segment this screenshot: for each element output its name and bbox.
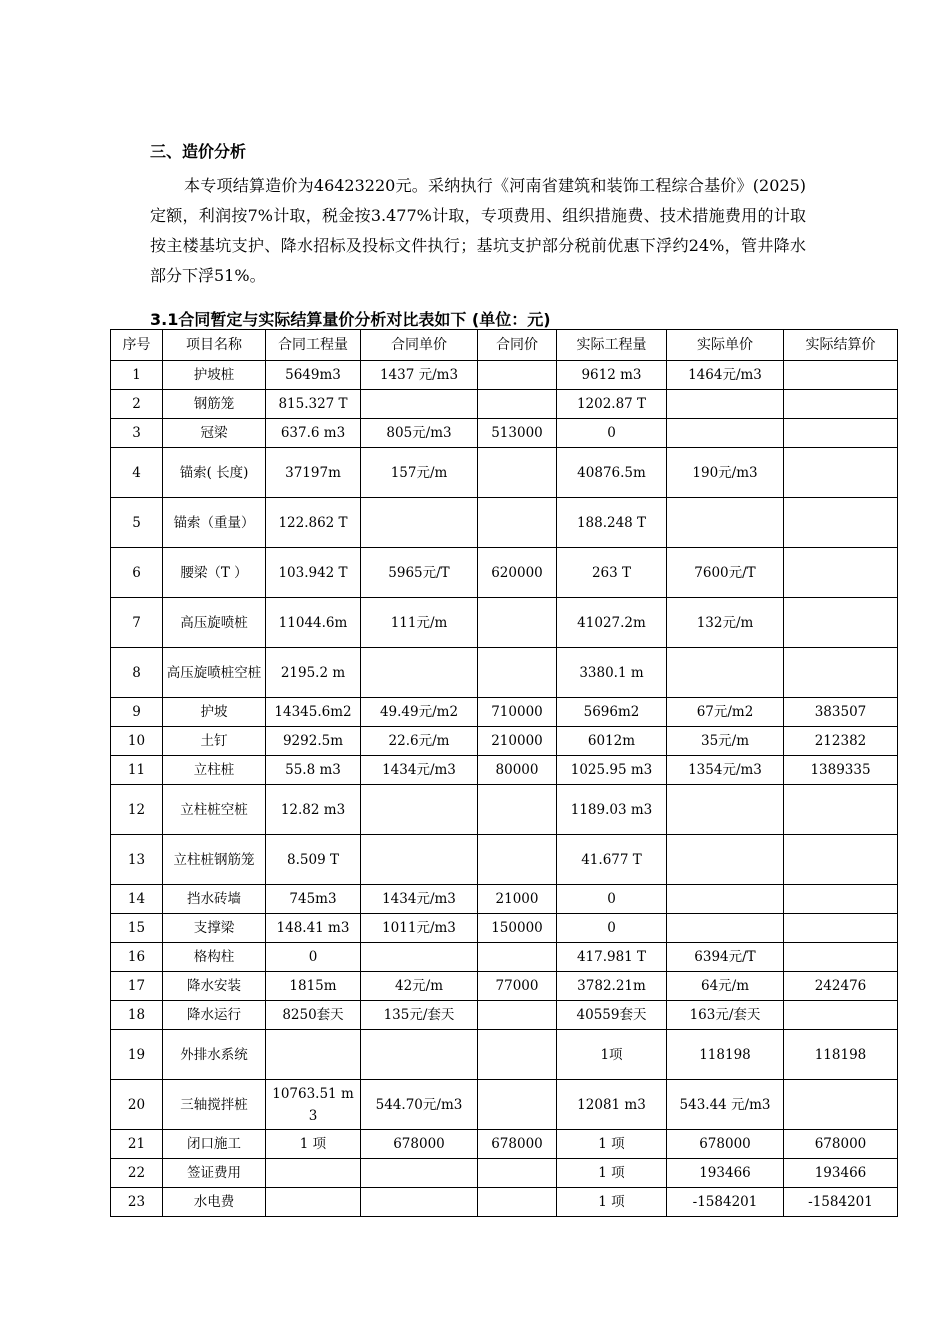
cell-actual-unit-price: 67元/m2 bbox=[667, 698, 784, 727]
cell-actual-unit-price bbox=[667, 419, 784, 448]
cell-actual-quantity: 0 bbox=[557, 914, 667, 943]
cell-item-name: 高压旋喷桩空桩 bbox=[163, 648, 266, 698]
cell-contract-price bbox=[478, 390, 557, 419]
cell-actual-settlement-price bbox=[784, 598, 898, 648]
cell-contract-quantity: 9292.5m bbox=[266, 727, 361, 756]
header-item-name: 项目名称 bbox=[163, 330, 266, 361]
cell-item-name: 三轴搅拌桩 bbox=[163, 1080, 266, 1130]
cell-actual-unit-price bbox=[667, 498, 784, 548]
cell-actual-settlement-price: 383507 bbox=[784, 698, 898, 727]
cell-contract-unit-price bbox=[361, 648, 478, 698]
cell-contract-price: 210000 bbox=[478, 727, 557, 756]
table-row bbox=[111, 1030, 898, 1080]
cell-item-name: 护坡桩 bbox=[163, 361, 266, 390]
cell-contract-unit-price bbox=[361, 1159, 478, 1188]
cell-contract-price: 678000 bbox=[478, 1130, 557, 1159]
cell-contract-price bbox=[478, 498, 557, 548]
cell-actual-quantity: 417.981 T bbox=[557, 943, 667, 972]
cell-actual-quantity: 263 T bbox=[557, 548, 667, 598]
cell-contract-quantity: 637.6 m3 bbox=[266, 419, 361, 448]
table-row bbox=[111, 448, 898, 498]
cell-actual-settlement-price bbox=[784, 548, 898, 598]
cell-index: 2 bbox=[111, 390, 163, 419]
cell-actual-unit-price bbox=[667, 648, 784, 698]
cell-actual-unit-price bbox=[667, 785, 784, 835]
cell-index: 8 bbox=[111, 648, 163, 698]
cell-contract-price bbox=[478, 1080, 557, 1130]
table-row bbox=[111, 361, 898, 390]
cell-contract-quantity: 12.82 m3 bbox=[266, 785, 361, 835]
cell-item-name: 立柱桩 bbox=[163, 756, 266, 785]
table-row bbox=[111, 698, 898, 727]
table-row bbox=[111, 785, 898, 835]
cell-index: 21 bbox=[111, 1130, 163, 1159]
cell-contract-quantity: 2195.2 m bbox=[266, 648, 361, 698]
cell-contract-price bbox=[478, 648, 557, 698]
cell-actual-unit-price bbox=[667, 390, 784, 419]
cell-index: 10 bbox=[111, 727, 163, 756]
cell-index: 20 bbox=[111, 1080, 163, 1130]
cell-actual-unit-price: 6394元/T bbox=[667, 943, 784, 972]
cell-contract-unit-price bbox=[361, 498, 478, 548]
cell-actual-unit-price: 1354元/m3 bbox=[667, 756, 784, 785]
section-title: 三、造价分析 bbox=[150, 142, 247, 161]
cell-index: 22 bbox=[111, 1159, 163, 1188]
cell-item-name: 签证费用 bbox=[163, 1159, 266, 1188]
cell-actual-unit-price bbox=[667, 835, 784, 885]
cell-contract-unit-price: 805元/m3 bbox=[361, 419, 478, 448]
cell-index: 6 bbox=[111, 548, 163, 598]
table-row bbox=[111, 498, 898, 548]
cell-actual-settlement-price: 212382 bbox=[784, 727, 898, 756]
cell-contract-unit-price: 5965元/T bbox=[361, 548, 478, 598]
table-row bbox=[111, 914, 898, 943]
cell-actual-unit-price: 678000 bbox=[667, 1130, 784, 1159]
cell-index: 5 bbox=[111, 498, 163, 548]
cell-contract-unit-price: 111元/m bbox=[361, 598, 478, 648]
cell-contract-quantity: 1815m bbox=[266, 972, 361, 1001]
cell-contract-unit-price: 1437 元/m3 bbox=[361, 361, 478, 390]
cell-index: 15 bbox=[111, 914, 163, 943]
table-row bbox=[111, 1159, 898, 1188]
header-actual-unit-price: 实际单价 bbox=[667, 330, 784, 361]
cell-contract-quantity: 815.327 T bbox=[266, 390, 361, 419]
cell-contract-quantity: 103.942 T bbox=[266, 548, 361, 598]
cell-actual-quantity: 1189.03 m3 bbox=[557, 785, 667, 835]
cell-contract-price: 80000 bbox=[478, 756, 557, 785]
cell-item-name: 水电费 bbox=[163, 1188, 266, 1217]
cell-actual-quantity: 41.677 T bbox=[557, 835, 667, 885]
cell-actual-unit-price bbox=[667, 885, 784, 914]
cell-actual-quantity: 1202.87 T bbox=[557, 390, 667, 419]
cell-item-name: 护坡 bbox=[163, 698, 266, 727]
cell-index: 7 bbox=[111, 598, 163, 648]
cell-contract-unit-price: 49.49元/m2 bbox=[361, 698, 478, 727]
cell-item-name: 支撑梁 bbox=[163, 914, 266, 943]
cell-item-name: 冠梁 bbox=[163, 419, 266, 448]
cell-index: 4 bbox=[111, 448, 163, 498]
header-actual-quantity: 实际工程量 bbox=[557, 330, 667, 361]
cell-contract-quantity: 8.509 T bbox=[266, 835, 361, 885]
cell-actual-quantity: 0 bbox=[557, 419, 667, 448]
cell-item-name: 锚索（重量） bbox=[163, 498, 266, 548]
cell-actual-quantity: 12081 m3 bbox=[557, 1080, 667, 1130]
cell-actual-settlement-price bbox=[784, 498, 898, 548]
cell-actual-quantity: 40559套天 bbox=[557, 1001, 667, 1030]
table-row bbox=[111, 1001, 898, 1030]
cell-actual-unit-price: 7600元/T bbox=[667, 548, 784, 598]
cell-actual-unit-price: 35元/m bbox=[667, 727, 784, 756]
cell-index: 23 bbox=[111, 1188, 163, 1217]
cell-actual-quantity: 1 项 bbox=[557, 1130, 667, 1159]
cell-actual-quantity: 3782.21m bbox=[557, 972, 667, 1001]
cell-contract-quantity bbox=[266, 1159, 361, 1188]
table-row bbox=[111, 648, 898, 698]
cell-actual-settlement-price bbox=[784, 448, 898, 498]
cell-item-name: 挡水砖墙 bbox=[163, 885, 266, 914]
cell-item-name: 锚索( 长度) bbox=[163, 448, 266, 498]
cell-contract-unit-price: 157元/m bbox=[361, 448, 478, 498]
cell-contract-unit-price bbox=[361, 1188, 478, 1217]
cell-contract-unit-price: 42元/m bbox=[361, 972, 478, 1001]
header-contract-price: 合同价 bbox=[478, 330, 557, 361]
cell-contract-quantity: 8250套天 bbox=[266, 1001, 361, 1030]
cell-contract-unit-price bbox=[361, 835, 478, 885]
cell-actual-quantity: 0 bbox=[557, 885, 667, 914]
cell-contract-price bbox=[478, 1159, 557, 1188]
cell-item-name: 立柱桩钢筋笼 bbox=[163, 835, 266, 885]
comparison-table bbox=[110, 329, 898, 1217]
cell-actual-unit-price: 64元/m bbox=[667, 972, 784, 1001]
cell-index: 11 bbox=[111, 756, 163, 785]
cell-contract-price bbox=[478, 785, 557, 835]
table-row bbox=[111, 756, 898, 785]
cell-contract-unit-price: 1434元/m3 bbox=[361, 756, 478, 785]
cell-contract-unit-price bbox=[361, 390, 478, 419]
cell-actual-settlement-price bbox=[784, 785, 898, 835]
cell-contract-price: 710000 bbox=[478, 698, 557, 727]
cell-actual-settlement-price bbox=[784, 835, 898, 885]
cell-contract-unit-price bbox=[361, 943, 478, 972]
cell-actual-settlement-price bbox=[784, 943, 898, 972]
cell-contract-quantity: 745m3 bbox=[266, 885, 361, 914]
cell-contract-unit-price: 135元/套天 bbox=[361, 1001, 478, 1030]
cell-actual-unit-price: 1464元/m3 bbox=[667, 361, 784, 390]
cell-actual-settlement-price: 193466 bbox=[784, 1159, 898, 1188]
cell-actual-quantity: 188.248 T bbox=[557, 498, 667, 548]
header-actual-settlement-price: 实际结算价 bbox=[784, 330, 898, 361]
header-contract-unit-price: 合同单价 bbox=[361, 330, 478, 361]
cell-index: 1 bbox=[111, 361, 163, 390]
cell-actual-quantity: 1 项 bbox=[557, 1159, 667, 1188]
cell-actual-unit-price: 543.44 元/m3 bbox=[667, 1080, 784, 1130]
cell-actual-unit-price: 190元/m3 bbox=[667, 448, 784, 498]
cell-actual-settlement-price bbox=[784, 885, 898, 914]
cell-contract-unit-price bbox=[361, 1030, 478, 1080]
table-row bbox=[111, 598, 898, 648]
cell-actual-unit-price bbox=[667, 914, 784, 943]
cell-actual-quantity: 1 项 bbox=[557, 1188, 667, 1217]
cell-contract-quantity: 55.8 m3 bbox=[266, 756, 361, 785]
cell-contract-quantity: 122.862 T bbox=[266, 498, 361, 548]
cell-contract-price bbox=[478, 361, 557, 390]
header-index: 序号 bbox=[111, 330, 163, 361]
table-row bbox=[111, 835, 898, 885]
cell-contract-quantity: 11044.6m bbox=[266, 598, 361, 648]
cell-actual-settlement-price bbox=[784, 648, 898, 698]
cell-actual-settlement-price: 242476 bbox=[784, 972, 898, 1001]
cell-index: 18 bbox=[111, 1001, 163, 1030]
cell-contract-unit-price: 544.70元/m3 bbox=[361, 1080, 478, 1130]
cell-index: 16 bbox=[111, 943, 163, 972]
cell-actual-unit-price: 193466 bbox=[667, 1159, 784, 1188]
table-body bbox=[111, 361, 898, 1217]
cell-actual-settlement-price: 1389335 bbox=[784, 756, 898, 785]
cell-contract-quantity: 1 项 bbox=[266, 1130, 361, 1159]
cell-contract-price bbox=[478, 1030, 557, 1080]
header-contract-quantity: 合同工程量 bbox=[266, 330, 361, 361]
cell-contract-price bbox=[478, 448, 557, 498]
cell-actual-unit-price: 118198 bbox=[667, 1030, 784, 1080]
cell-contract-price: 513000 bbox=[478, 419, 557, 448]
cell-actual-settlement-price bbox=[784, 1001, 898, 1030]
table-row bbox=[111, 972, 898, 1001]
table-row bbox=[111, 1188, 898, 1217]
table-row bbox=[111, 1080, 898, 1130]
table-row bbox=[111, 548, 898, 598]
cell-actual-settlement-price bbox=[784, 1080, 898, 1130]
cell-contract-quantity: 10763.51 m3 bbox=[266, 1080, 361, 1130]
cell-actual-quantity: 41027.2m bbox=[557, 598, 667, 648]
cell-index: 3 bbox=[111, 419, 163, 448]
cell-contract-price: 150000 bbox=[478, 914, 557, 943]
cell-contract-price bbox=[478, 598, 557, 648]
cell-actual-unit-price: 163元/套天 bbox=[667, 1001, 784, 1030]
table-row bbox=[111, 727, 898, 756]
cell-actual-settlement-price bbox=[784, 390, 898, 419]
cell-actual-unit-price: 132元/m bbox=[667, 598, 784, 648]
cell-index: 19 bbox=[111, 1030, 163, 1080]
cell-actual-unit-price: -1584201 bbox=[667, 1188, 784, 1217]
table-row bbox=[111, 885, 898, 914]
cell-contract-unit-price: 678000 bbox=[361, 1130, 478, 1159]
cell-contract-quantity bbox=[266, 1030, 361, 1080]
cell-actual-quantity: 3380.1 m bbox=[557, 648, 667, 698]
cell-actual-settlement-price bbox=[784, 914, 898, 943]
cell-actual-settlement-price: 118198 bbox=[784, 1030, 898, 1080]
cell-contract-price: 77000 bbox=[478, 972, 557, 1001]
cell-contract-quantity: 37197m bbox=[266, 448, 361, 498]
cell-contract-quantity bbox=[266, 1188, 361, 1217]
table-row bbox=[111, 419, 898, 448]
cell-actual-settlement-price bbox=[784, 419, 898, 448]
cell-index: 9 bbox=[111, 698, 163, 727]
cell-item-name: 高压旋喷桩 bbox=[163, 598, 266, 648]
cell-actual-settlement-price: -1584201 bbox=[784, 1188, 898, 1217]
cell-contract-quantity: 148.41 m3 bbox=[266, 914, 361, 943]
cell-contract-price bbox=[478, 943, 557, 972]
table-row bbox=[111, 1130, 898, 1159]
table-header-row bbox=[111, 330, 898, 361]
cell-actual-quantity: 6012m bbox=[557, 727, 667, 756]
cell-contract-price bbox=[478, 835, 557, 885]
cell-item-name: 外排水系统 bbox=[163, 1030, 266, 1080]
cell-index: 13 bbox=[111, 835, 163, 885]
cell-actual-quantity: 1项 bbox=[557, 1030, 667, 1080]
cell-contract-unit-price: 1011元/m3 bbox=[361, 914, 478, 943]
cell-contract-quantity: 5649m3 bbox=[266, 361, 361, 390]
cell-contract-quantity: 0 bbox=[266, 943, 361, 972]
cell-item-name: 闭口施工 bbox=[163, 1130, 266, 1159]
cell-contract-price: 620000 bbox=[478, 548, 557, 598]
cell-index: 17 bbox=[111, 972, 163, 1001]
cell-contract-price: 21000 bbox=[478, 885, 557, 914]
cell-actual-quantity: 5696m2 bbox=[557, 698, 667, 727]
cell-actual-quantity: 9612 m3 bbox=[557, 361, 667, 390]
cell-index: 12 bbox=[111, 785, 163, 835]
table-row bbox=[111, 390, 898, 419]
cell-contract-price bbox=[478, 1001, 557, 1030]
cell-item-name: 腰梁（T ） bbox=[163, 548, 266, 598]
summary-paragraph: 本专项结算造价为46423220元。采纳执行《河南省建筑和装饰工程综合基价》(2025)定额，利润按7%计取，税金按3.477%计取，专项费用、组织措施费、技术措施费用的计取按主楼基坑支护、降水招标及投标文件执行；基坑支护部分税前优惠下浮约24%，管井降水部分下浮51%。 bbox=[150, 176, 806, 285]
cell-contract-unit-price: 1434元/m3 bbox=[361, 885, 478, 914]
cell-contract-unit-price: 22.6元/m bbox=[361, 727, 478, 756]
cell-contract-unit-price bbox=[361, 785, 478, 835]
cell-contract-quantity: 14345.6m2 bbox=[266, 698, 361, 727]
cell-item-name: 降水运行 bbox=[163, 1001, 266, 1030]
cell-actual-quantity: 40876.5m bbox=[557, 448, 667, 498]
cell-actual-settlement-price bbox=[784, 361, 898, 390]
cell-item-name: 立柱桩空桩 bbox=[163, 785, 266, 835]
cell-actual-settlement-price: 678000 bbox=[784, 1130, 898, 1159]
cell-contract-price bbox=[478, 1188, 557, 1217]
table-row bbox=[111, 943, 898, 972]
table-title: 3.1合同暂定与实际结算量价分析对比表如下 (单位：元) bbox=[150, 310, 551, 329]
cell-item-name: 降水安装 bbox=[163, 972, 266, 1001]
cell-index: 14 bbox=[111, 885, 163, 914]
cell-item-name: 格构柱 bbox=[163, 943, 266, 972]
cell-actual-quantity: 1025.95 m3 bbox=[557, 756, 667, 785]
cell-item-name: 钢筋笼 bbox=[163, 390, 266, 419]
cell-item-name: 土钉 bbox=[163, 727, 266, 756]
